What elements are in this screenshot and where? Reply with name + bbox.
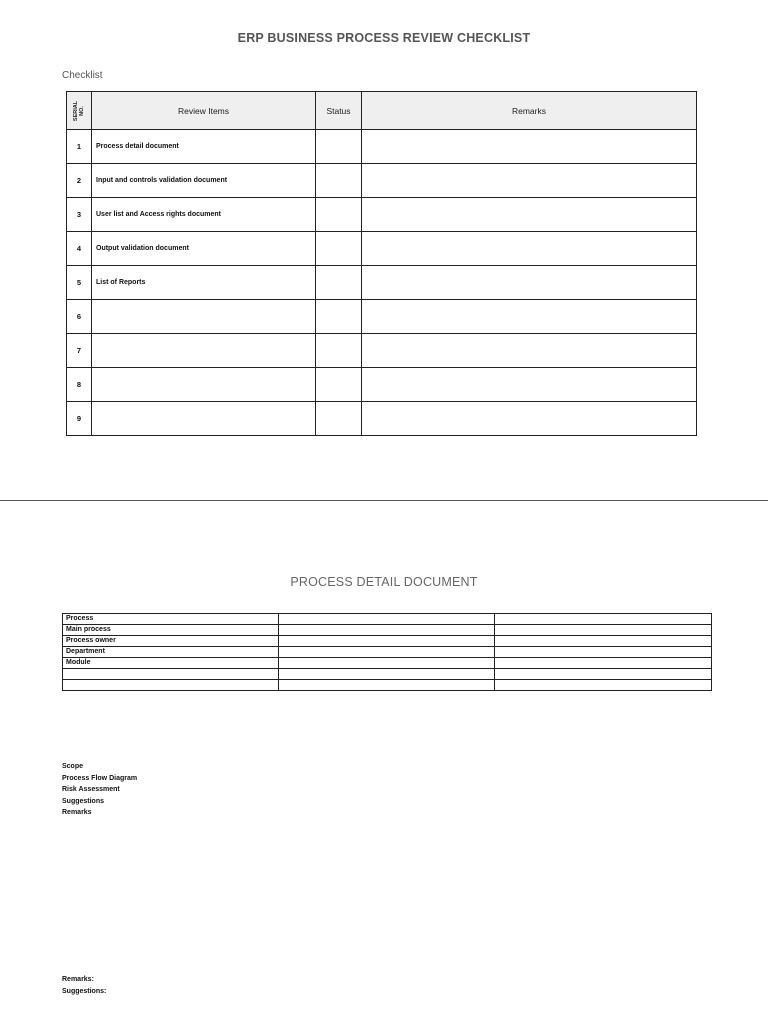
checklist-section-label: Checklist	[62, 70, 103, 81]
status-cell	[316, 130, 362, 164]
checklist-row	[67, 266, 697, 300]
status-cell	[316, 164, 362, 198]
remarks-cell	[362, 198, 697, 232]
review-item-cell: User list and Access rights document	[92, 198, 316, 232]
review-item-cell: List of Reports	[92, 266, 316, 300]
serial-header-line1: SERIAL	[73, 100, 79, 121]
review-item-cell: Output validation document	[92, 232, 316, 266]
status-cell	[316, 232, 362, 266]
section-heading: Suggestions	[62, 797, 105, 805]
checklist-header-row	[67, 92, 697, 130]
detail-row	[63, 647, 712, 658]
review-item-cell	[92, 402, 316, 436]
detail-value-cell	[279, 669, 495, 680]
status-cell	[316, 266, 362, 300]
detail-value-cell	[495, 669, 712, 680]
detail-row	[63, 614, 712, 625]
section-heading: Risk Assessment	[62, 786, 120, 793]
status-header: Status	[316, 92, 362, 130]
checklist-row	[67, 232, 697, 266]
review-item-cell	[92, 368, 316, 402]
detail-value-cell	[495, 625, 712, 636]
detail-value-cell	[279, 647, 495, 658]
detail-value-cell	[279, 614, 495, 625]
row-number: 4	[67, 232, 92, 266]
footer-remarks-label: Remarks:	[62, 976, 94, 983]
serial-no-header	[67, 92, 92, 130]
detail-value-cell	[495, 636, 712, 647]
detail-label-cell: Module	[63, 658, 279, 669]
checklist-row	[67, 300, 697, 334]
detail-value-cell	[495, 658, 712, 669]
checklist-row	[67, 130, 697, 164]
serial-header-line2: NO.	[79, 105, 85, 116]
review-item-cell: Process detail document	[92, 130, 316, 164]
row-number: 9	[67, 402, 92, 436]
checklist-row	[67, 368, 697, 402]
detail-row	[63, 625, 712, 636]
row-number: 3	[67, 198, 92, 232]
detail-label-cell: Process	[63, 614, 279, 625]
detail-row	[63, 669, 712, 680]
process-detail-title: PROCESS DETAIL DOCUMENT	[290, 575, 478, 589]
remarks-cell	[362, 300, 697, 334]
detail-label-cell: Department	[63, 647, 279, 658]
detail-label-cell: Main process	[63, 625, 279, 636]
detail-value-cell	[495, 614, 712, 625]
review-item-cell	[92, 300, 316, 334]
detail-row	[63, 680, 712, 691]
detail-row	[63, 636, 712, 647]
remarks-cell	[362, 130, 697, 164]
review-item-cell: Input and controls validation document	[92, 164, 316, 198]
detail-value-cell	[279, 636, 495, 647]
row-number: 7	[67, 334, 92, 368]
detail-value-cell	[279, 680, 495, 691]
footer-labels	[62, 974, 106, 997]
checklist-title: ERP BUSINESS PROCESS REVIEW CHECKLIST	[237, 31, 531, 45]
status-cell	[316, 300, 362, 334]
row-number: 2	[67, 164, 92, 198]
section-heading: Remarks	[62, 809, 92, 816]
section-list	[62, 761, 137, 819]
remarks-header: Remarks	[362, 92, 697, 130]
row-number: 8	[67, 368, 92, 402]
review-checklist-table	[66, 91, 697, 436]
status-cell	[316, 334, 362, 368]
remarks-cell	[362, 266, 697, 300]
remarks-cell	[362, 232, 697, 266]
checklist-row	[67, 402, 697, 436]
detail-value-cell	[495, 680, 712, 691]
detail-value-cell	[495, 647, 712, 658]
footer-suggestions-label: Suggestions:	[62, 987, 107, 995]
checklist-row	[67, 164, 697, 198]
detail-label-cell	[63, 669, 279, 680]
remarks-cell	[362, 368, 697, 402]
review-item-cell	[92, 334, 316, 368]
detail-row	[63, 658, 712, 669]
detail-value-cell	[279, 658, 495, 669]
status-cell	[316, 402, 362, 436]
remarks-cell	[362, 164, 697, 198]
row-number: 1	[67, 130, 92, 164]
row-number: 5	[67, 266, 92, 300]
checklist-row	[67, 334, 697, 368]
status-cell	[316, 368, 362, 402]
status-cell	[316, 198, 362, 232]
remarks-cell	[362, 334, 697, 368]
review-items-header: Review Items	[92, 92, 316, 130]
section-heading: Process Flow Diagram	[62, 774, 138, 782]
section-heading: Scope	[62, 763, 84, 770]
detail-label-cell	[63, 680, 279, 691]
detail-value-cell	[279, 625, 495, 636]
checklist-row	[67, 198, 697, 232]
detail-label-cell: Process owner	[63, 636, 279, 647]
row-number: 6	[67, 300, 92, 334]
page-divider	[0, 500, 768, 501]
process-detail-table	[62, 613, 712, 691]
remarks-cell	[362, 402, 697, 436]
